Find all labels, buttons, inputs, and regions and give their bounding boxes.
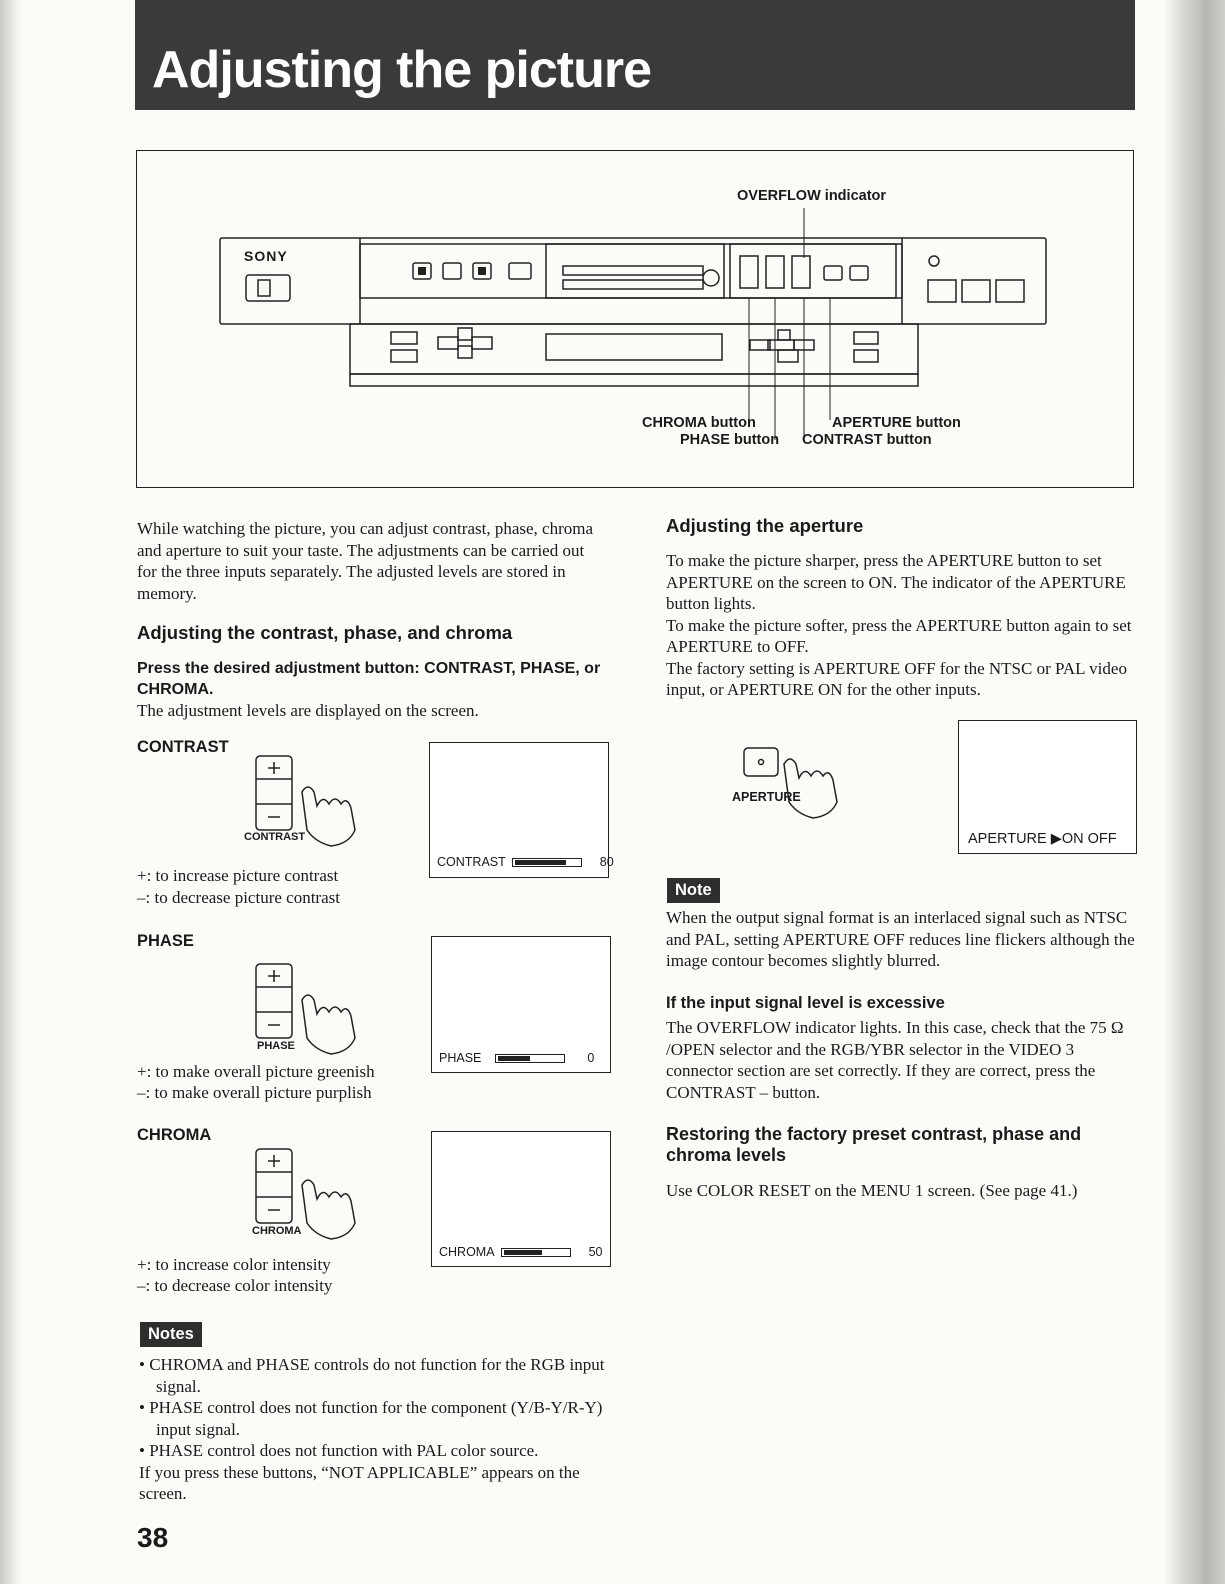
device-brand: SONY: [244, 248, 288, 264]
phase-label: PHASE: [137, 932, 194, 950]
chroma-label: CHROMA: [137, 1126, 212, 1144]
note-text: When the output signal format is an interlaced signal such as NTSC and PAL, setting APERTURE OFF reduces line flickers although the image contour becomes slightly blurred.: [666, 908, 1135, 970]
notes-badge: Notes: [140, 1322, 202, 1347]
restore-text: Use COLOR RESET on the MENU 1 screen. (See page 41.): [666, 1181, 1078, 1200]
chroma-osd-value: 50: [588, 1245, 603, 1259]
aperture-button-label: APERTURE button: [832, 415, 961, 431]
notes-item-3: • PHASE control does not function with PAL color source.: [139, 1441, 539, 1460]
contrast-phase-chroma-heading: Adjusting the contrast, phase, and chroma: [137, 622, 513, 643]
aperture-text: [666, 550, 1136, 701]
contrast-button-label: CONTRAST button: [802, 432, 932, 448]
chroma-minus-text: –: to decrease color intensity: [137, 1276, 333, 1295]
notes-list: [139, 1354, 609, 1505]
aperture-button-illustration: [738, 744, 848, 824]
notes-trailer: If you press these buttons, “NOT APPLICABLE” appears on the screen.: [139, 1462, 580, 1503]
page-title: Adjusting the picture: [152, 41, 651, 99]
press-instruction: Press the desired adjustment button: CONTRAST, PHASE, or CHROMA.: [137, 660, 601, 698]
contrast-osd-value: 80: [599, 855, 614, 869]
phase-button-text: PHASE: [257, 1040, 295, 1052]
chroma-level-bar: [501, 1248, 571, 1257]
note-badge: Note: [667, 878, 720, 903]
contrast-button-text: CONTRAST: [244, 831, 306, 843]
notes-item-1: • CHROMA and PHASE controls do not function for the RGB input signal.: [139, 1355, 605, 1396]
excessive-text: The OVERFLOW indicator lights. In this case, check that the 75 Ω /OPEN selector and the RGB/YBR selector in the VIDEO 3 connector section are set correctly. If they are correct, press the CONTRAST – button.: [666, 1018, 1124, 1102]
restore-heading: Restoring the factory preset contrast, phase and chroma levels: [666, 1124, 1082, 1165]
phase-osd-value: 0: [587, 1051, 595, 1065]
aperture-screen: [958, 720, 1137, 854]
chroma-screen: [431, 1131, 611, 1267]
contrast-osd-label: CONTRAST: [437, 855, 506, 869]
aperture-heading: Adjusting the aperture: [666, 515, 864, 536]
phase-osd-label: PHASE: [439, 1051, 482, 1065]
aperture-button-text: APERTURE: [732, 790, 801, 804]
chroma-button-label: CHROMA button: [642, 415, 756, 431]
phase-level-bar: [495, 1054, 565, 1063]
chroma-plus-text: +: to increase color intensity: [137, 1255, 331, 1274]
aperture-paragraph-1: To make the picture sharper, press the APERTURE button to set APERTURE on the screen to ON. The indicator of the APERTURE button lights.: [666, 551, 1126, 613]
page-number: 38: [137, 1522, 169, 1553]
levels-displayed-text: The adjustment levels are displayed on the screen.: [137, 701, 479, 720]
contrast-screen: [429, 742, 614, 878]
page-edge-left: [0, 0, 22, 1584]
overflow-indicator-label: OVERFLOW indicator: [737, 188, 887, 204]
aperture-osd: APERTURE ▶ON OFF: [968, 831, 1117, 847]
phase-minus-text: –: to make overall picture purplish: [137, 1083, 372, 1102]
intro-paragraph: While watching the picture, you can adjust contrast, phase, chroma and aperture to suit your taste. The adjustments can be carried out for the three inputs separately. The adjusted levels are stored in memory.: [137, 519, 594, 603]
aperture-paragraph-2: To make the picture softer, press the APERTURE button again to set APERTURE to OFF.: [666, 615, 1132, 656]
phase-button-label: PHASE button: [680, 432, 780, 448]
contrast-label: CONTRAST: [137, 738, 229, 756]
device-illustration: [136, 150, 1134, 488]
phase-plus-text: +: to make overall picture greenish: [137, 1062, 375, 1081]
aperture-paragraph-3: The factory setting is APERTURE OFF for the NTSC or PAL video input, or APERTURE ON for the other inputs.: [666, 658, 1127, 699]
contrast-level-bar: [512, 858, 582, 867]
notes-item-2: • PHASE control does not function for the component (Y/B-Y/R-Y) input signal.: [139, 1398, 603, 1439]
chroma-button-text: CHROMA: [252, 1225, 302, 1237]
phase-screen: [431, 936, 611, 1073]
excessive-heading: If the input signal level is excessive: [666, 994, 945, 1012]
chroma-osd-label: CHROMA: [439, 1245, 495, 1259]
contrast-minus-text: –: to decrease picture contrast: [137, 888, 340, 907]
contrast-plus-text: +: to increase picture contrast: [137, 866, 339, 885]
page-edge-right: [1163, 0, 1225, 1584]
